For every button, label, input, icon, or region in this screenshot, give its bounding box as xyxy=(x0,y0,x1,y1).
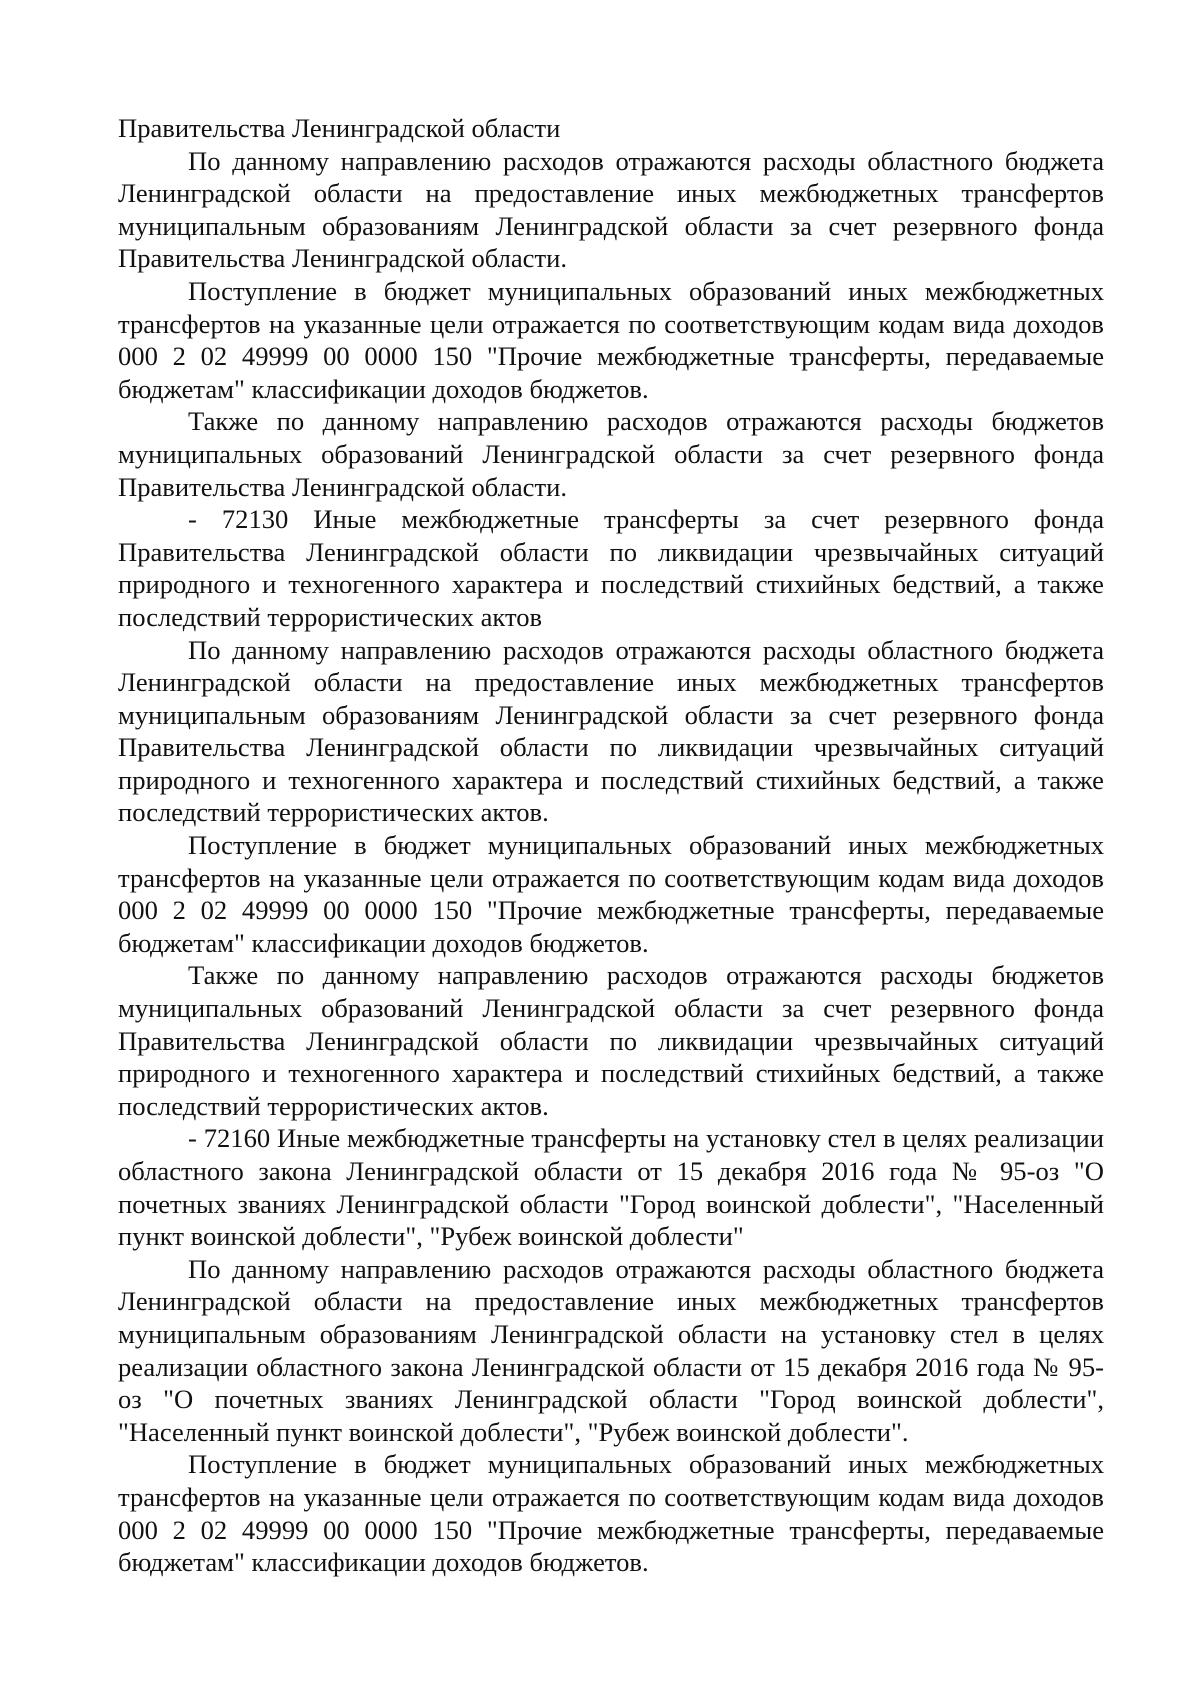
paragraph: Также по данному направлению расходов отражаются расходы бюджетов муниципальных образований Ленинградской области за счет резервного фонда Правительства Ленинградской области по ликвидации чрезвычайных ситуаций природного и техногенного характера и последствий стихийных бедствий, а также последствий террористических актов. xyxy=(118,960,1104,1121)
paragraph: По данному направлению расходов отражаются расходы областного бюджета Ленинградской области на предоставление иных межбюджетных трансфертов муниципальным образованиям Ленинградской области за счет резервного фонда Правительства Ленинградской области. xyxy=(118,145,1104,274)
paragraph: Поступление в бюджет муниципальных образований иных межбюджетных трансфертов на указанные цели отражается по соответствующим кодам вида доходов 000 2 02 49999 00 0000 150 "Прочие межбюджетные трансферты, передаваемые бюджетам" классификации доходов бюджетов. xyxy=(118,830,1104,958)
paragraph: По данному направлению расходов отражаются расходы областного бюджета Ленинградской области на предоставление иных межбюджетных трансфертов муниципальным образованиям Ленинградской области на установку стел в целях реализации областного закона Ленинградской области от 15 декабря 2016 года № 95-оз "О почетных званиях Ленинградской области "Город воинской доблести", "Населенный пункт воинской доблести", "Рубеж воинской доблести". xyxy=(118,1253,1104,1447)
paragraph-continuation: Правительства Ленинградской области xyxy=(118,113,561,143)
document-body xyxy=(118,112,1104,1579)
paragraph: Также по данному направлению расходов отражаются расходы бюджетов муниципальных образований Ленинградской области за счет резервного фонда Правительства Ленинградской области. xyxy=(118,406,1104,502)
paragraph: По данному направлению расходов отражаются расходы областного бюджета Ленинградской области на предоставление иных межбюджетных трансфертов муниципальным образованиям Ленинградской области за счет резервного фонда Правительства Ленинградской области по ликвидации чрезвычайных ситуаций природного и техногенного характера и последствий стихийных бедствий, а также последствий террористических актов. xyxy=(118,634,1104,828)
paragraph-item-72130: - 72130 Иные межбюджетные трансферты за счет резервного фонда Правительства Ленинградской области по ликвидации чрезвычайных ситуаций природного и техногенного характера и последствий стихийных бедствий, а также последствий террористических актов xyxy=(118,504,1104,632)
paragraph: Поступление в бюджет муниципальных образований иных межбюджетных трансфертов на указанные цели отражается по соответствующим кодам вида доходов 000 2 02 49999 00 0000 150 "Прочие межбюджетные трансферты, передаваемые бюджетам" классификации доходов бюджетов. xyxy=(118,275,1104,404)
paragraph-item-72160: - 72160 Иные межбюджетные трансферты на установку стел в целях реализации областного закона Ленинградской области от 15 декабря 2016 года № 95-оз "О почетных званиях Ленинградской области "Город воинской доблести", "Населенный пункт воинской доблести", "Рубеж воинской доблести" xyxy=(118,1123,1104,1252)
paragraph: Поступление в бюджет муниципальных образований иных межбюджетных трансфертов на указанные цели отражается по соответствующим кодам вида доходов 000 2 02 49999 00 0000 150 "Прочие межбюджетные трансферты, передаваемые бюджетам" классификации доходов бюджетов. xyxy=(118,1449,1104,1578)
